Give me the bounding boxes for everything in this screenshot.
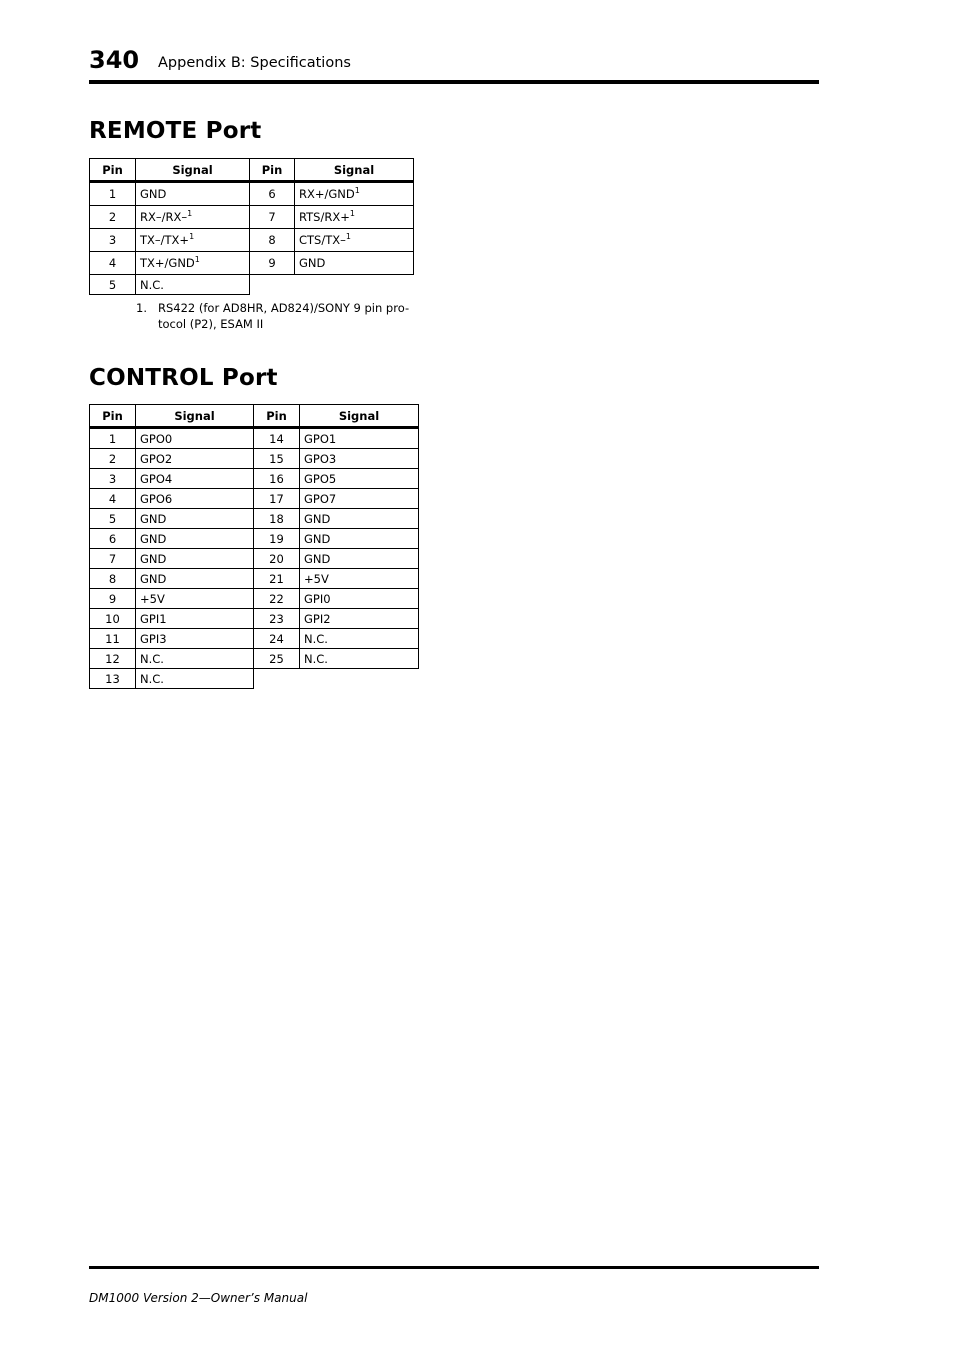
table-row [90, 182, 414, 206]
signal-name: RTS/RX+ [299, 210, 350, 224]
signal-cell [136, 252, 250, 275]
signal-name: N.C. [300, 649, 419, 669]
footnote-ref: 1 [345, 232, 351, 242]
table-row [90, 252, 414, 275]
footnote-ref: 1 [349, 209, 355, 219]
signal-name: GND [136, 509, 254, 529]
table-row [90, 489, 419, 509]
empty-cell [295, 275, 414, 295]
pin-number: 1 [90, 182, 136, 206]
pin-number: 14 [254, 428, 300, 449]
signal-name: GND [299, 256, 326, 270]
signal-name: GND [140, 187, 167, 201]
pin-number: 8 [250, 229, 295, 252]
pin-number: 22 [254, 589, 300, 609]
pin-number: 2 [90, 449, 136, 469]
signal-name: TX–/TX+ [140, 233, 190, 247]
signal-name: RX–/RX– [140, 210, 188, 224]
pin-number: 2 [90, 206, 136, 229]
signal-name: +5V [136, 589, 254, 609]
pin-number: 5 [90, 509, 136, 529]
signal-name: GND [300, 549, 419, 569]
signal-name: GND [136, 549, 254, 569]
remote-footnote [136, 300, 418, 332]
signal-name: GPO4 [136, 469, 254, 489]
signal-name: N.C. [140, 277, 164, 292]
page-number: 340 [89, 46, 140, 74]
pin-number: 6 [250, 182, 295, 206]
pin-number: 13 [90, 669, 136, 689]
signal-name: GPI1 [136, 609, 254, 629]
signal-cell [136, 229, 250, 252]
control-port-heading: CONTROL Port [89, 365, 278, 391]
signal-name: GPI0 [300, 589, 419, 609]
pin-number: 5 [90, 275, 136, 295]
column-header: Signal [136, 159, 250, 182]
table-header-row [90, 405, 419, 428]
footnote-number: 1. [136, 301, 147, 315]
footer-rule [89, 1266, 819, 1269]
signal-name: GND [136, 569, 254, 589]
pin-number: 1 [90, 428, 136, 449]
signal-name: GPO7 [300, 489, 419, 509]
pin-number: 7 [90, 549, 136, 569]
table-row [90, 589, 419, 609]
signal-cell [295, 229, 414, 252]
pin-number: 12 [90, 649, 136, 669]
pin-number: 4 [90, 252, 136, 275]
signal-cell [136, 182, 250, 206]
table-row [90, 569, 419, 589]
pin-number: 4 [90, 489, 136, 509]
signal-cell [136, 206, 250, 229]
pin-number: 11 [90, 629, 136, 649]
pin-number: 21 [254, 569, 300, 589]
signal-name: GPO3 [300, 449, 419, 469]
pin-number: 24 [254, 629, 300, 649]
table-row [90, 449, 419, 469]
column-header: Signal [300, 405, 419, 428]
signal-name: N.C. [136, 649, 254, 669]
signal-name: RX+/GND [299, 187, 355, 201]
table-row [90, 629, 419, 649]
column-header: Pin [90, 405, 136, 428]
table-row [90, 609, 419, 629]
signal-name: +5V [300, 569, 419, 589]
table-row [90, 275, 414, 295]
table-row [90, 649, 419, 669]
column-header: Pin [254, 405, 300, 428]
signal-name: GND [300, 529, 419, 549]
pin-number: 15 [254, 449, 300, 469]
table-row [90, 669, 419, 689]
pin-number: 10 [90, 609, 136, 629]
footer-text: DM1000 Version 2—Owner’s Manual [89, 1291, 308, 1305]
remote-port-heading: REMOTE Port [89, 118, 262, 144]
empty-cell [300, 669, 419, 689]
empty-cell [250, 275, 295, 295]
pin-number: 6 [90, 529, 136, 549]
pin-number: 16 [254, 469, 300, 489]
pin-number: 25 [254, 649, 300, 669]
signal-name: GPO1 [300, 428, 419, 449]
signal-name: GPI2 [300, 609, 419, 629]
table-row [90, 469, 419, 489]
table-row [90, 229, 414, 252]
signal-name: N.C. [300, 629, 419, 649]
footnote-text: RS422 (for AD8HR, AD824)/SONY 9 pin pro-tocol (P2), ESAM II [158, 301, 410, 331]
table-header-row [90, 159, 414, 182]
table-row [90, 549, 419, 569]
signal-cell [295, 182, 414, 206]
column-header: Signal [295, 159, 414, 182]
signal-name: GND [300, 509, 419, 529]
pin-number: 23 [254, 609, 300, 629]
pin-number: 19 [254, 529, 300, 549]
remote-port-table [89, 158, 414, 295]
signal-name: GND [136, 529, 254, 549]
footnote-ref: 1 [194, 255, 200, 265]
signal-cell [136, 275, 250, 295]
pin-number: 8 [90, 569, 136, 589]
signal-cell [295, 252, 414, 275]
pin-number: 3 [90, 469, 136, 489]
table-row [90, 428, 419, 449]
table-row [90, 206, 414, 229]
signal-name: TX+/GND [140, 256, 195, 270]
pin-number: 9 [250, 252, 295, 275]
footnote-ref: 1 [187, 209, 193, 219]
pin-number: 20 [254, 549, 300, 569]
signal-name: N.C. [136, 669, 254, 689]
column-header: Pin [90, 159, 136, 182]
footnote-ref: 1 [354, 186, 360, 196]
signal-name: GPO0 [136, 428, 254, 449]
control-port-table [89, 404, 419, 689]
footnote-ref: 1 [189, 232, 195, 242]
pin-number: 7 [250, 206, 295, 229]
signal-cell [295, 206, 414, 229]
table-row [90, 529, 419, 549]
column-header: Signal [136, 405, 254, 428]
pin-number: 9 [90, 589, 136, 609]
pin-number: 18 [254, 509, 300, 529]
header-rule [89, 80, 819, 84]
table-row [90, 509, 419, 529]
column-header: Pin [250, 159, 295, 182]
empty-cell [254, 669, 300, 689]
signal-name: GPO2 [136, 449, 254, 469]
section-label: Appendix B: Specifications [158, 55, 351, 71]
pin-number: 17 [254, 489, 300, 509]
signal-name: GPO5 [300, 469, 419, 489]
signal-name: GPI3 [136, 629, 254, 649]
signal-name: CTS/TX– [299, 233, 346, 247]
pin-number: 3 [90, 229, 136, 252]
signal-name: GPO6 [136, 489, 254, 509]
